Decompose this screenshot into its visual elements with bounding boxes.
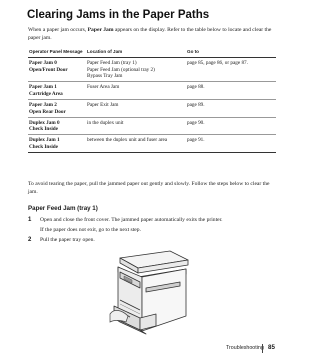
location-line: Paper Exit Jam xyxy=(87,101,119,108)
location-line: between the duplex unit and fuser area xyxy=(87,137,168,144)
step-2 xyxy=(28,237,276,244)
message-line: Cartridge Area xyxy=(29,90,63,97)
location-line: Fuser Area Jam xyxy=(87,84,120,91)
section-subheading: Paper Feed Jam (tray 1) xyxy=(28,205,98,212)
cell-message xyxy=(28,58,86,82)
message-line: Paper Jam 0 xyxy=(29,60,57,66)
go-to-link[interactable]: page 88. xyxy=(187,84,205,91)
go-to-link[interactable]: page 89. xyxy=(187,101,205,108)
intro-text-before: When a paper jam occurs, xyxy=(28,27,88,33)
header-operator-message: Operator Panel Message xyxy=(28,47,86,58)
cell-go-to xyxy=(186,117,276,135)
message-line: Paper Jam 1 xyxy=(29,84,57,91)
page-title: Clearing Jams in the Paper Paths xyxy=(27,9,210,21)
cell-go-to xyxy=(186,99,276,117)
cell-message xyxy=(28,99,86,117)
message-line: Duplex Jam 0 xyxy=(29,119,60,126)
table-row xyxy=(28,58,276,82)
message-line: Paper Jam 2 xyxy=(29,101,57,108)
message-line: Check Inside xyxy=(29,143,58,150)
step-text: Pull the paper tray open. xyxy=(40,237,95,243)
cell-location xyxy=(86,117,186,135)
intro-bold-term: Paper Jam xyxy=(87,27,114,33)
step-text: Open and close the front cover. The jammed paper automatically exits the printer. xyxy=(40,217,223,223)
intro-paragraph xyxy=(28,27,276,42)
location-line: Bypass Tray Jam xyxy=(87,73,123,80)
go-to-link[interactable]: page 85, page 86, or page 87. xyxy=(187,60,248,66)
printer-tray-open-illustration xyxy=(106,248,196,340)
cell-message xyxy=(28,135,86,153)
message-line: Open Rear Door xyxy=(29,108,66,115)
page-footer xyxy=(0,344,300,354)
jam-location-table xyxy=(28,47,276,153)
header-location: Location of Jam xyxy=(86,47,186,58)
table-row xyxy=(28,99,276,117)
table-row xyxy=(28,82,276,100)
cell-message xyxy=(28,117,86,135)
location-line: in the duplex unit xyxy=(87,119,124,126)
step-1 xyxy=(28,217,276,224)
cell-message xyxy=(28,82,86,100)
header-go-to: Go to xyxy=(186,47,276,58)
table-row xyxy=(28,135,276,153)
location-line: Paper Feed Jam (optional tray 2) xyxy=(87,66,155,73)
cell-go-to xyxy=(186,82,276,100)
cell-location xyxy=(86,135,186,153)
cell-location xyxy=(86,82,186,100)
cell-location xyxy=(86,58,186,82)
message-line: Duplex Jam 1 xyxy=(29,137,60,144)
location-line: Paper Feed Jam (tray 1) xyxy=(87,60,137,66)
footer-section-name: Troubleshooting xyxy=(226,345,264,351)
jam-advice-paragraph: To avoid tearing the paper, pull the jammed paper out gently and slowly. Follow the steps below to clear the jam. xyxy=(28,181,270,195)
go-to-link[interactable]: page 90. xyxy=(187,119,205,126)
cell-go-to xyxy=(186,135,276,153)
cell-go-to xyxy=(186,58,276,82)
step-number: 1 xyxy=(28,217,32,223)
table-row xyxy=(28,117,276,135)
footer-divider xyxy=(262,344,263,353)
message-line: Open/Front Door xyxy=(29,66,68,73)
go-to-link[interactable]: page 91. xyxy=(187,137,205,144)
page-number: 85 xyxy=(268,344,275,351)
intro-text-after: appears on the display. Refer to the table below to locate and clear the paper jam. xyxy=(28,27,272,41)
step-1-note: If the paper does not exit, go to the next step. xyxy=(40,227,141,233)
cell-location xyxy=(86,99,186,117)
table-header-row xyxy=(28,47,276,58)
step-number: 2 xyxy=(28,237,32,243)
message-line: Check Inside xyxy=(29,126,58,133)
